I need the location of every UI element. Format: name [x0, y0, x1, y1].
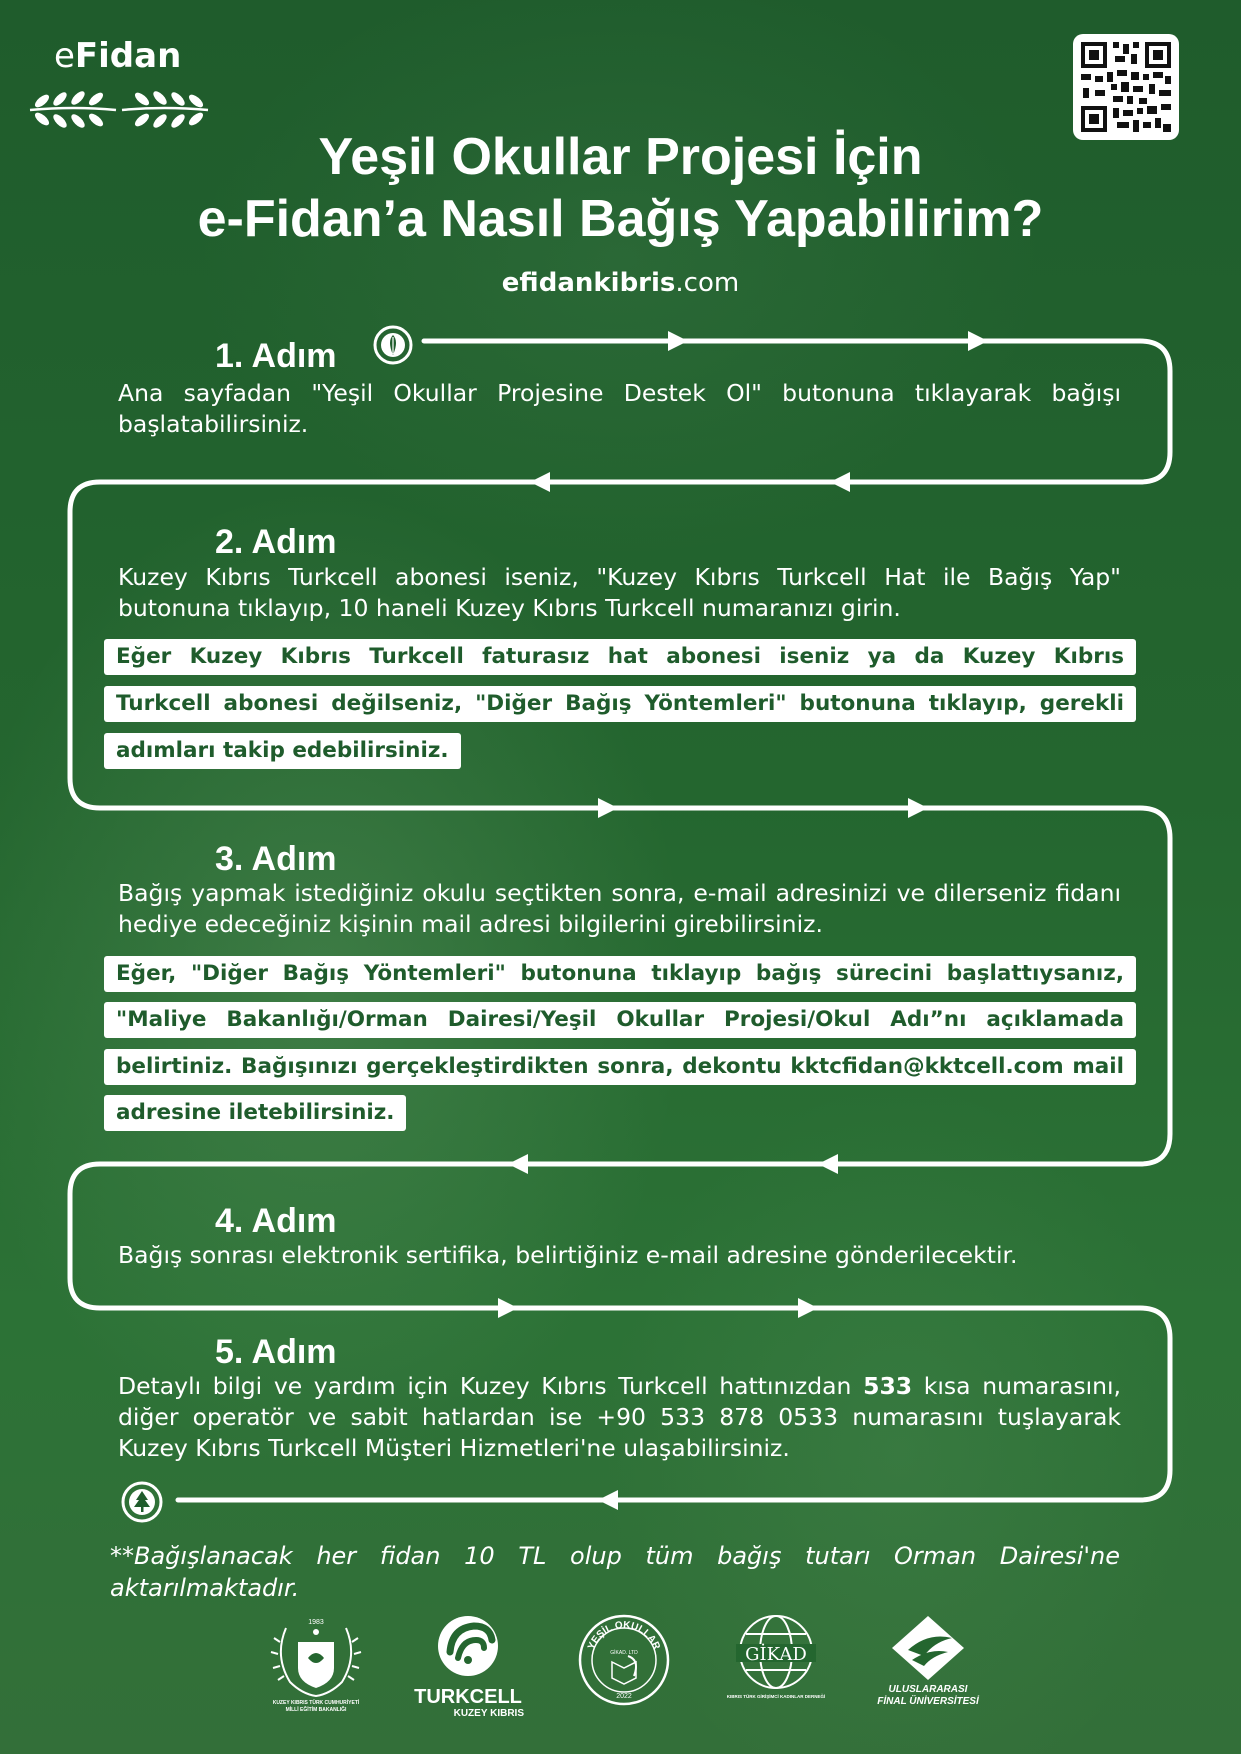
turkcell-name: TURKCELL: [414, 1686, 522, 1708]
gikad-name: GİKAD: [745, 1644, 807, 1665]
seed-circle-icon: [372, 324, 414, 366]
step-2-highlight-line-3: adımları takip edebilirsiniz.: [104, 733, 461, 769]
website-tld: .com: [675, 268, 740, 298]
step-5-text-before: Detaylı bilgi ve yardım için Kuzey Kıbrıs Turkcell hattınızdan: [118, 1372, 864, 1400]
logo-prefix: e: [54, 36, 75, 76]
step-2-highlight-line-2: Turkcell abonesi değilseniz, "Diğer Bağış Yöntemleri" butonuna tıklayıp, gerekli: [104, 686, 1136, 722]
step-5-short-number: 533: [863, 1372, 913, 1400]
step-2-highlight-line-1: Eğer Kuzey Kıbrıs Turkcell faturasız hat abonesi iseniz ya da Kuzey Kıbrıs: [104, 639, 1136, 675]
final-line-2: FİNAL ÜNİVERSİTESİ: [877, 1696, 979, 1707]
step-3-text: Bağış yapmak istediğiniz okulu seçtikten sonra, e-mail adresinizi ve dilerseniz fidanı hediye edeceğiniz kişinin mail adresi bilgilerini girebilirsiniz.: [118, 879, 1121, 938]
step-4-text: Bağış sonrası elektronik sertifika, belirtiğiniz e-mail adresine gönderilecektir.: [118, 1241, 1018, 1269]
step-3-highlight-line-1: Eğer, "Diğer Bağış Yöntemleri" butonuna tıklayıp bağış sürecini başlattıysanız,: [104, 956, 1136, 992]
ministry-year: 1983: [308, 1619, 324, 1626]
step-5-text: [118, 1371, 1121, 1464]
step-2-title: 2. Adım: [215, 523, 337, 561]
yesil-okullar-sub: GİKAD. LTD: [610, 1650, 638, 1656]
step-2-text: Kuzey Kıbrıs Turkcell abonesi iseniz, "Kuzey Kıbrıs Turkcell Hat ile Bağış Yap" butonuna tıklayıp, 10 haneli Kuzey Kıbrıs Turkcell numaranızı girin.: [118, 563, 1121, 622]
gikad-sub: KIBRIS TÜRK GİRİŞİMCİ KADINLAR DERNEĞİ: [726, 1694, 826, 1699]
website-domain-bold: efidankibris: [501, 268, 676, 298]
step-5-title: 5. Adım: [215, 1333, 337, 1371]
step-4-title: 4. Adım: [215, 1202, 337, 1240]
turkcell-swirl-icon: [412, 1612, 524, 1684]
final-university-logo: [872, 1612, 984, 1722]
step-1-text: Ana sayfadan "Yeşil Okullar Projesine Destek Ol" butonuna tıklayarak bağışı başlatabilirsiniz.: [118, 379, 1121, 438]
yesil-okullar-year: 2022: [616, 1693, 632, 1700]
yesil-okullar-seal-icon: [576, 1612, 672, 1708]
logo-name: Fidan: [74, 36, 182, 76]
step-5-text-after: kısa numarasını, diğer operatör ve sabit hatlardan ise +90 533 878 0533 numarasını tuşlayarak Kuzey Kıbrıs Turkcell Müşteri Hizmetleri'ne ulaşabilirsiniz.: [118, 1372, 1122, 1462]
gikad-logo: [726, 1612, 826, 1722]
title-line-2: e-Fidan’a Nasıl Bağış Yapabilirim?: [197, 190, 1044, 248]
step-3-highlight-line-2: "Maliye Bakanlığı/Orman Dairesi/Yeşil Okullar Projesi/Okul Adı”nı açıklamada: [104, 1002, 1136, 1038]
step-1-title: 1. Adım: [215, 337, 337, 375]
step-3-title: 3. Adım: [215, 840, 337, 878]
title-line-1: Yeşil Okullar Projesi İçin: [318, 128, 923, 186]
tree-circle-icon: [120, 1480, 164, 1524]
ministry-logo: [268, 1612, 364, 1722]
footnote: **Bağışlanacak her fidan 10 TL olup tüm bağış tutarı Orman Dairesi'ne aktarılmaktadır.: [110, 1542, 1120, 1602]
yesil-okullar-logo: [576, 1612, 672, 1722]
yesil-okullar-ring-text: YEŞİL OKULLAR: [586, 1619, 662, 1652]
turkcell-sub: KUZEY KIBRIS: [453, 1708, 524, 1719]
ministry-emblem-icon: [268, 1612, 364, 1700]
step-3-highlight-line-4: adresine iletebilirsiniz.: [104, 1095, 406, 1131]
ministry-caption: KUZEY KIBRIS TÜRK CUMHURİYETİ MİLLİ EĞİTİM BAKANLIĞI: [272, 1700, 360, 1713]
final-university-emblem-icon: [872, 1612, 984, 1682]
step-3-highlight-line-3: belirtiniz. Bağışınızı gerçekleştirdikten sonra, dekontu kktcfidan@kktcell.com mail: [104, 1049, 1136, 1085]
final-line-1: ULUSLARARASI: [888, 1684, 968, 1695]
turkcell-logo: [412, 1612, 524, 1722]
